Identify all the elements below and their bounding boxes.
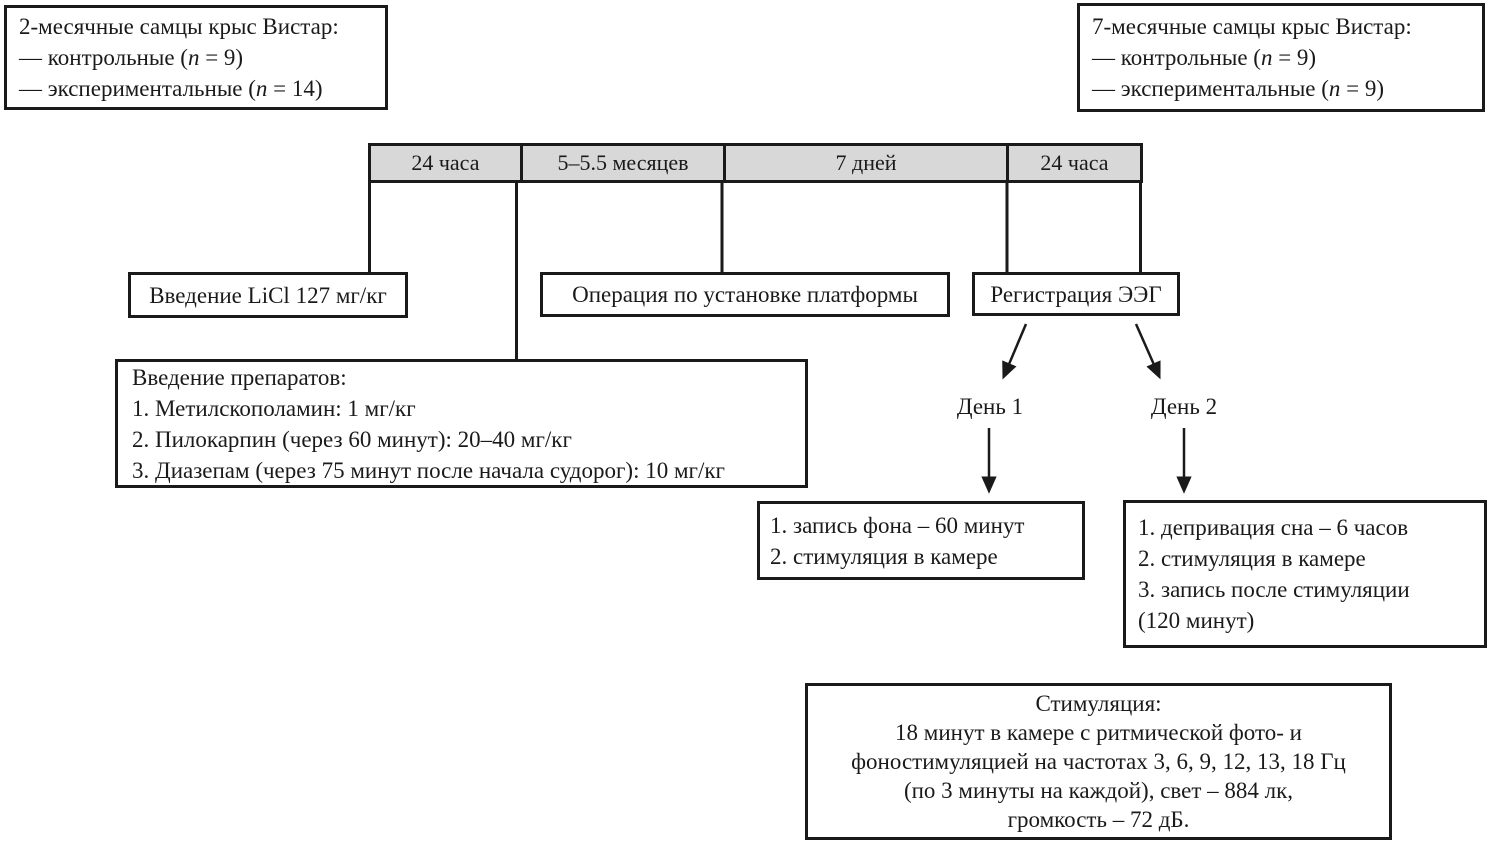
arrow-eeg-to-day1 [1004,324,1026,376]
group-7month-title: 7-месячные самцы крыс Вистар: [1092,14,1412,39]
drugs-item-2: 2. Пилокарпин (через 60 минут): 20–40 мг/кг [132,426,572,452]
timeline-bar [368,143,1143,183]
group-2month-experimental: — экспериментальные (n = 14) [19,76,323,101]
stage-eeg-label: Регистрация ЭЭГ [990,281,1162,307]
day1-item-2: 2. стимуляция в камере [770,543,998,569]
drugs-box [115,359,808,488]
timeline-segment-5-months: 5–5.5 месяцев [520,146,723,180]
day2-item-1: 1. депривация сна – 6 часов [1138,515,1409,540]
stage-surgery-label: Операция по установке платформы [572,282,918,307]
day2-item-2: 2. стимуляция в камере [1138,546,1366,571]
stimulation-line-5: громкость – 72 дБ. [1007,807,1190,832]
day1-label: День 1 [956,394,1024,419]
drugs-item-3: 3. Диазепам (через 75 минут после начала судорог): 10 мг/кг [132,457,725,483]
stimulation-line-2: 18 минут в камере с ритмической фото- и [895,720,1302,745]
day2-item-4: (120 минут) [1138,608,1255,633]
day1-box [757,501,1085,580]
group-7month-control: — контрольные (n = 9) [1092,45,1317,70]
timeline-segment-24h-2: 24 часа [1006,146,1140,180]
drugs-item-1: 1. Метилскополамин: 1 мг/кг [132,395,416,421]
stimulation-line-3: фоностимуляцией на частотах 3, 6, 9, 12, 13, 18 Гц [851,749,1346,774]
stimulation-line-4: (по 3 минуты на каждой), свет – 884 лк, [903,778,1294,803]
day2-box [1123,500,1487,648]
stimulation-box [805,683,1392,840]
day1-item-1: 1. запись фона – 60 минут [770,512,1025,538]
day2-item-3: 3. запись после стимуляции [1138,577,1410,602]
group-box-2month [4,5,388,110]
stage-box-eeg [972,272,1180,316]
group-2month-title: 2-месячные самцы крыс Вистар: [19,14,339,39]
drugs-title: Введение препаратов: [132,364,347,390]
stage-box-licl [128,272,408,318]
timeline-segment-24h-1: 24 часа [411,150,480,175]
timeline-segment-7-days: 7 дней [723,146,1006,180]
arrow-eeg-to-day2 [1136,324,1159,376]
stimulation-line-1: Стимуляция: [1035,691,1162,716]
group-2month-control: — контрольные (n = 9) [19,45,244,70]
day2-label: День 2 [1150,394,1218,419]
group-7month-experimental: — экспериментальные (n = 9) [1092,76,1385,101]
group-box-7month [1077,3,1485,112]
stage-box-surgery [540,272,950,317]
stage-licl-label: Введение LiCl 127 мг/кг [149,282,387,308]
